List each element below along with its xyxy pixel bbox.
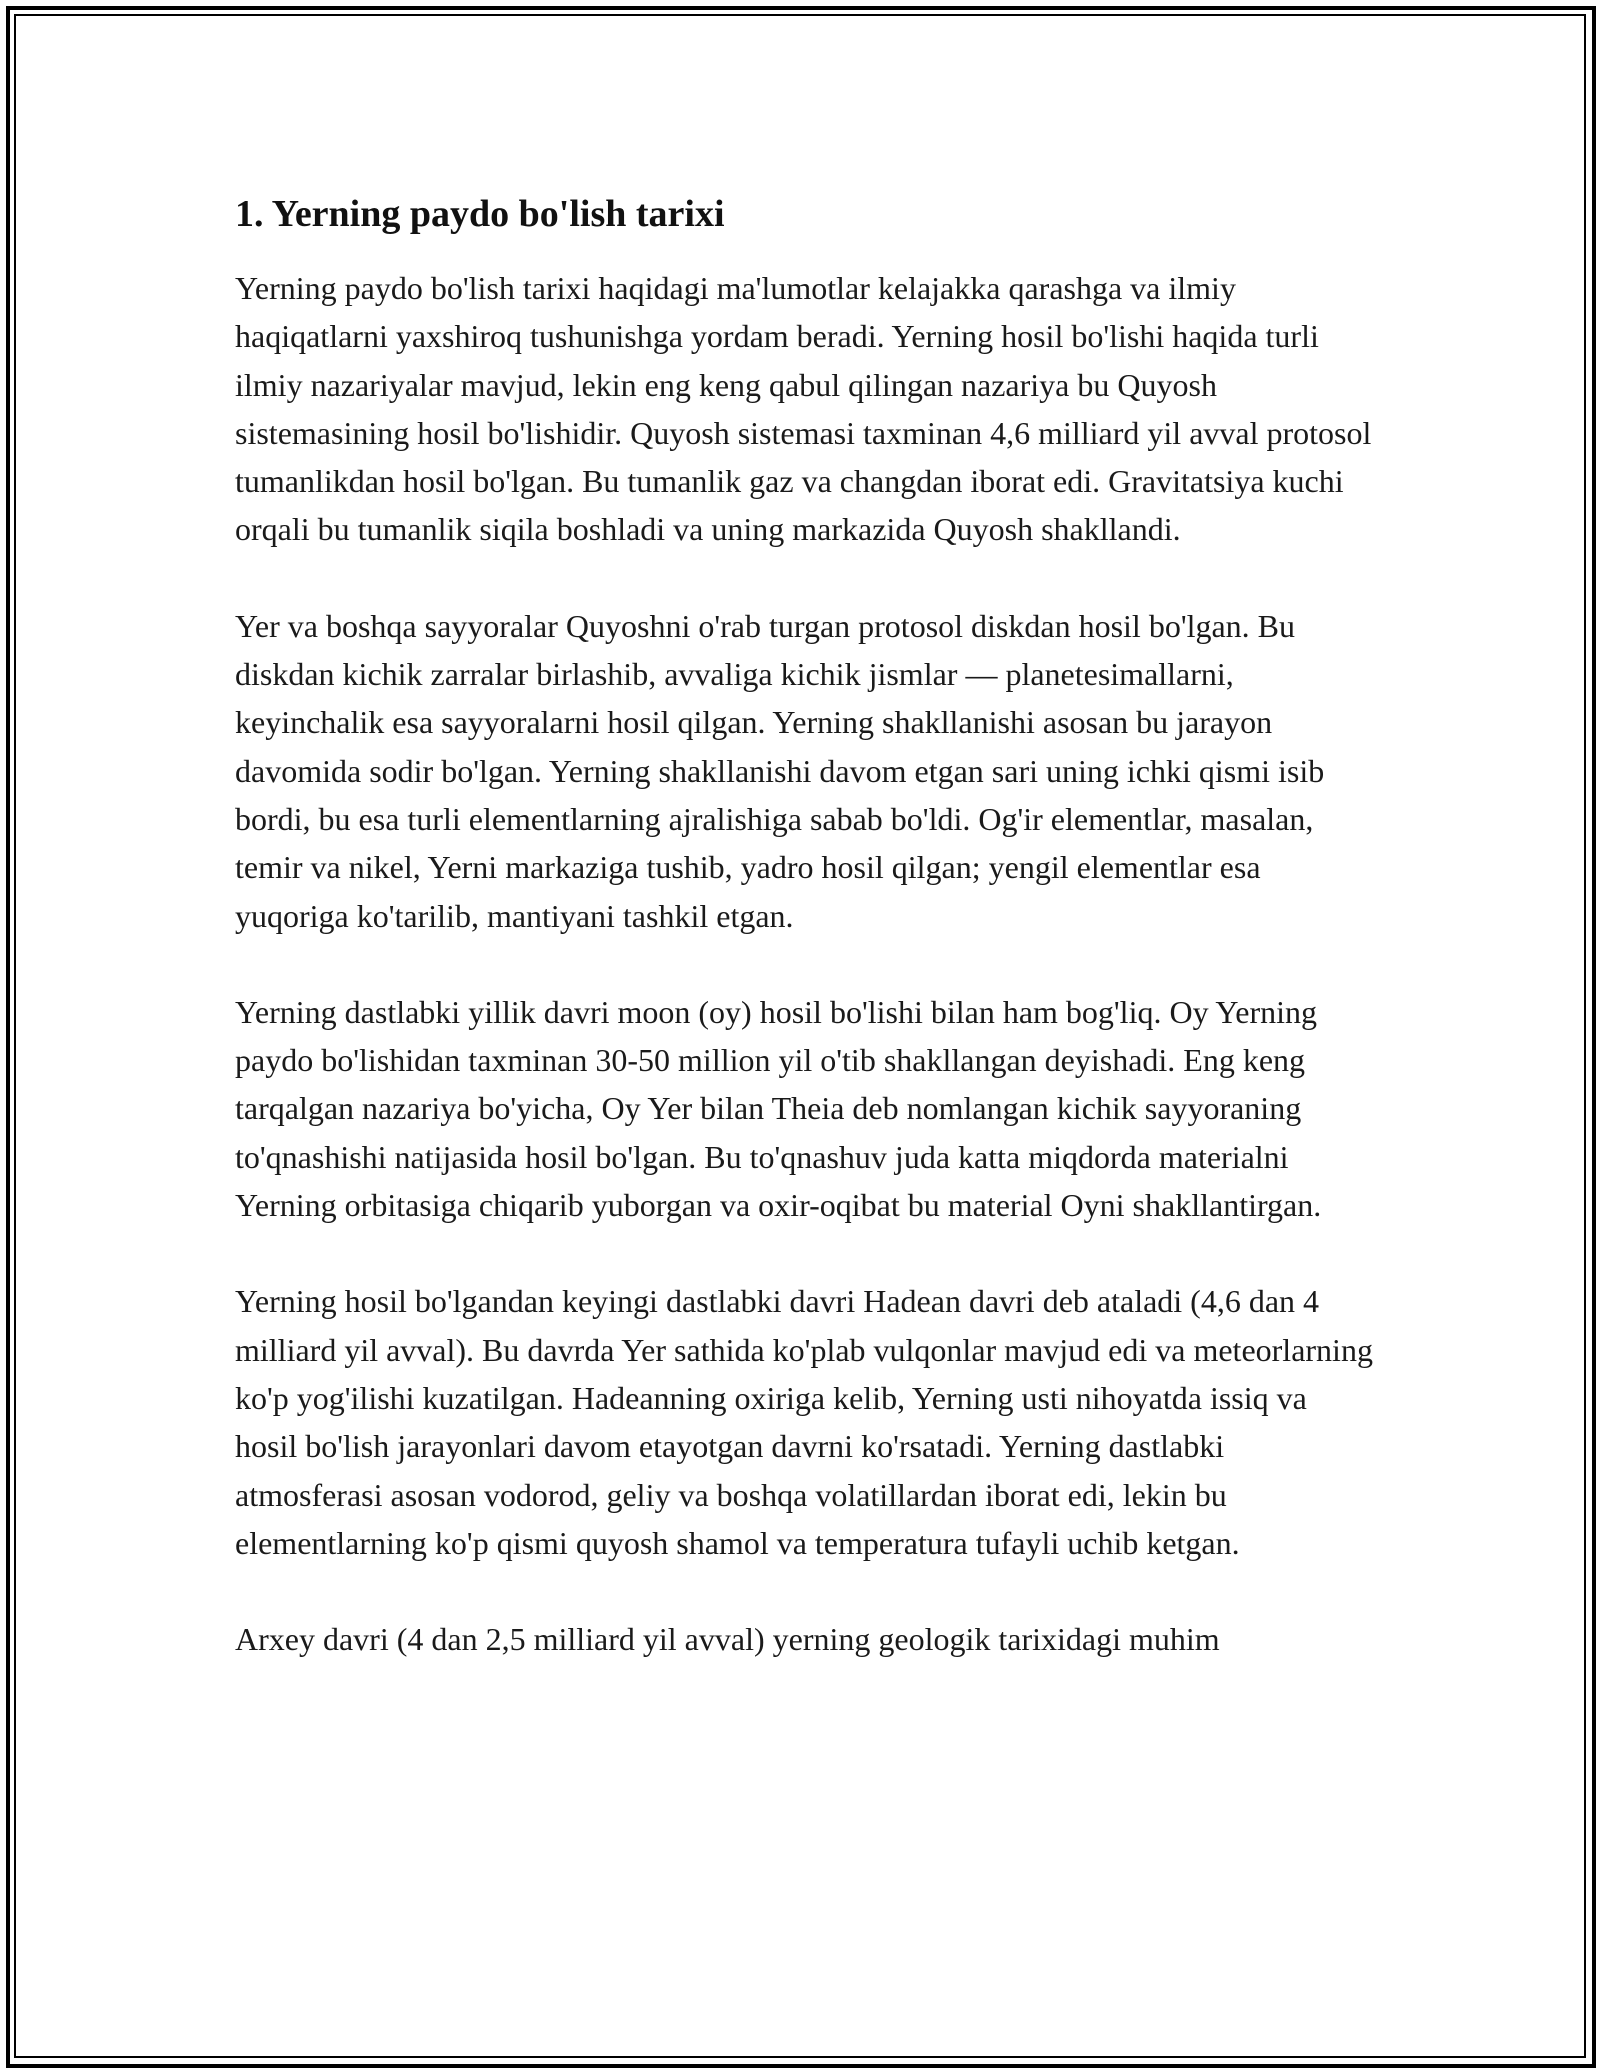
paragraph: Yer va boshqa sayyoralar Quyoshni o'rab turgan protosol diskdan hosil bo'lgan. Bu diskdan kichik zarralar birlashib, avvaliga kichik jismlar — planetesimallarni, keyinchalik esa sayyoralarni hosil qilgan. Yerning shakllanishi asosan bu jarayon davomida sodir bo'lgan. Yerning shakllanishi davom etgan sari uning ichki qismi isib bordi, bu esa turli elementlarning ajralishiga sabab bo'ldi. Og'ir elementlar, masalan, temir va nikel, Yerni markaziga tushib, yadro hosil qilgan; yengil elementlar esa yuqoriga ko'tarilib, mantiyani tashkil etgan. — [235, 607, 1325, 934]
document-body — [235, 186, 1375, 1711]
paragraph: Yerning dastlabki yillik davri moon (oy) hosil bo'lishi bilan ham bog'liq. Oy Yerning paydo bo'lishidan taxminan 30-50 million yil o'tib shakllangan deyishadi. Eng keng tarqalgan nazariya bo'yicha, Oy Yer bilan Theia deb nomlangan kichik sayyoraning to'qnashishi natijasida hosil bo'lgan. Bu to'qnashuv juda katta miqdorda materialni Yerning orbitasiga chiqarib yuborgan va oxir-oqibat bu material Oyni shakllantirgan. — [235, 993, 1322, 1224]
paragraph: Yerning paydo bo'lish tarixi haqidagi ma'lumotlar kelajakka qarashga va ilmiy haqiqatlarni yaxshiroq tushunishga yordam beradi. Yerning hosil bo'lishi haqida turli ilmiy nazariyalar mavjud, lekin eng keng qabul qilingan nazariya bu Quyosh sistemasining hosil bo'lishidir. Quyosh sistemasi taxminan 4,6 milliard yil avval protosol tumanlikdan hosil bo'lgan. Bu tumanlik gaz va changdan iborat edi. Gravitatsiya kuchi orqali bu tumanlik siqila boshladi va uning markazida Quyosh shakllandi. — [235, 270, 1372, 548]
paragraph: Arxey davri (4 dan 2,5 milliard yil avval) yerning geologik tarixidagi muhim — [235, 1621, 1220, 1658]
paragraph: Yerning hosil bo'lgandan keyingi dastlabki davri Hadean davri deb ataladi (4,6 dan 4 milliard yil avval). Bu davrda Yer sathida ko'plab vulqonlar mavjud edi va meteorlarning ko'p yog'ilishi kuzatilgan. Hadeanning oxiriga kelib, Yerning usti nihoyatda issiq va hosil bo'lish jarayonlari davom etayotgan davrni ko'rsatadi. Yerning dastlabki atmosferasi asosan vodorod, geliy va boshqa volatillardan iborat edi, lekin bu elementlarning ko'p qismi quyosh shamol va temperatura tufayli uchib ketgan. — [235, 1283, 1373, 1561]
section-heading: 1. Yerning paydo bo'lish tarixi — [235, 193, 725, 235]
